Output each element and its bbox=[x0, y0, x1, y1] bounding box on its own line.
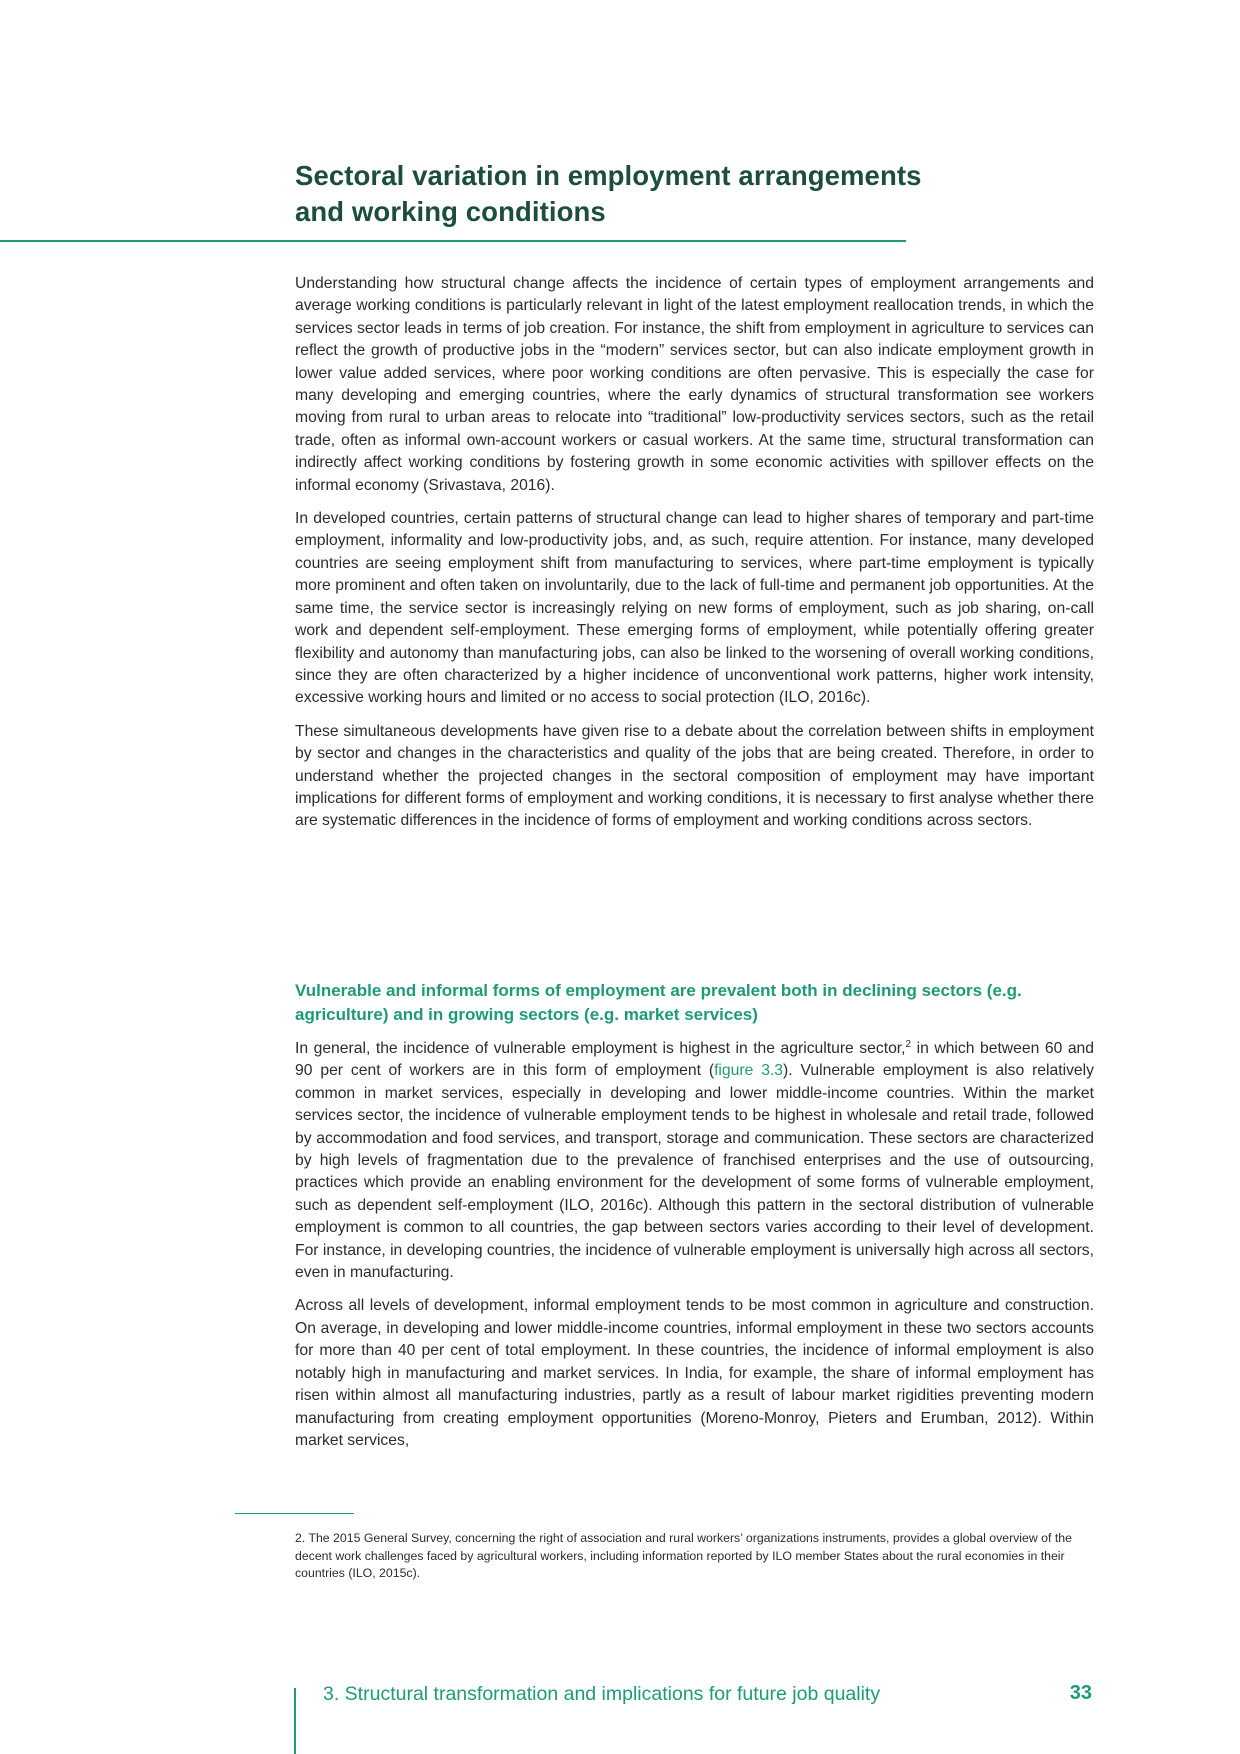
paragraph-4-text-b: in which between 60 and 90 per cent of workers are in this form of employment ( bbox=[295, 1040, 1094, 1080]
footnote-ref[interactable]: 2 bbox=[905, 1039, 912, 1050]
footer-accent-bar bbox=[294, 1688, 296, 1754]
section-title: Sectoral variation in employment arrangements and working conditions bbox=[295, 160, 922, 228]
paragraph-4-text-c: ). Vulnerable employment is also relatively common in market services, especially in developing and lower middle-income countries. Within the market services sector, the incidence of vulnerable employment tends to be highest in wholesale and retail trade, followed by accommodation and food services, and transport, storage and communication. These sectors are characterized by high levels of fragmentation due to the prevalence of franchised enterprises and the use of outsourcing, practices which provide an enabling environment for the development of some forms of vulnerable employment, such as dependent self-employment (ILO, 2016c). Although this pattern in the sectoral distribution of vulnerable employment is common to all countries, the gap between sectors varies according to their level of development. For instance, in developing countries, the incidence of vulnerable employment is universally high across all sectors, even in manufacturing. bbox=[295, 1062, 1094, 1282]
footer-chapter-title: 3. Structural transformation and implications for future job quality bbox=[323, 1683, 881, 1705]
paragraph-4-text-a: In general, the incidence of vulnerable employment is highest in the agriculture sector, bbox=[295, 1040, 906, 1057]
subheading: Vulnerable and informal forms of employment are prevalent both in declining sectors (e.g. agriculture) and in growing sectors (e.g. market services) bbox=[295, 981, 1022, 1025]
paragraph-5: Across all levels of development, informal employment tends to be most common in agriculture and construction. On average, in developing and lower middle-income countries, informal employment in these two sectors accounts for more than 40 per cent of total employment. In these countries, the incidence of informal employment is also notably high in manufacturing and market services. In India, for example, the share of informal employment has risen within almost all manufacturing industries, partly as a result of labour market rigidities preventing modern manufacturing from creating employment opportunities (Moreno-Monroy, Pieters and Erumban, 2012). Within market services, bbox=[295, 1297, 1094, 1449]
footnote: 2. The 2015 General Survey, concerning the right of association and rural workers’ organizations instruments, provides a global overview of the decent work challenges faced by agricultural workers, including information reported by ILO member States about the rural economies in their countries (ILO, 2015c). bbox=[295, 1531, 1072, 1580]
paragraph-1: Understanding how structural change affects the incidence of certain types of employment arrangements and average working conditions is particularly relevant in light of the latest employment reallocation trends, in which the services sector leads in terms of job creation. For instance, the shift from employment in agriculture to services can reflect the growth of productive jobs in the “modern” services sector, but can also indicate employment growth in lower value added services, where poor working conditions are often pervasive. This is especially the case for many developing and emerging countries, where the early dynamics of structural transformation see workers moving from rural to urban areas to relocate into “traditional” low-productivity services sectors, such as the retail trade, often as informal own-account workers or casual workers. At the same time, structural transformation can indirectly affect working conditions by fostering growth in some economic activities with spillover effects on the informal economy (Srivastava, 2016). bbox=[295, 275, 1094, 494]
paragraph-4 bbox=[295, 1038, 1094, 1284]
body-section-1 bbox=[295, 273, 1094, 844]
paragraph-3: These simultaneous developments have given rise to a debate about the correlation between shifts in employment by sector and changes in the characteristics and quality of the jobs that are being created. Therefore, in order to understand whether the projected changes in the sectoral composition of employment may have important implications for different forms of employment and working conditions, it is necessary to first analyse whether there are systematic differences in the incidence of forms of employment and working conditions across sectors. bbox=[295, 722, 1094, 830]
figure-link[interactable]: figure 3.3 bbox=[714, 1062, 784, 1080]
body-section-2 bbox=[295, 1038, 1094, 1463]
title-divider bbox=[0, 240, 906, 242]
paragraph-2: In developed countries, certain patterns of structural change can lead to higher shares of temporary and part-time employment, informality and low-productivity jobs, and, as such, require attention. For instance, many developed countries are seeing employment shift from manufacturing to services, where part-time employment is typically more prominent and often taken on involuntarily, due to the lack of full-time and permanent job opportunities. At the same time, the service sector is increasingly relying on new forms of employment, such as job sharing, on-call work and dependent self-employment. These emerging forms of employment, while potentially offering greater flexibility and autonomy than manufacturing jobs, can also be linked to the worsening of overall working conditions, since they are often characterized by a higher incidence of unconventional work patterns, higher work intensity, excessive working hours and limited or no access to social protection (ILO, 2016c). bbox=[295, 510, 1094, 707]
page-number: 33 bbox=[1069, 1682, 1092, 1704]
footnote-divider bbox=[235, 1513, 354, 1514]
